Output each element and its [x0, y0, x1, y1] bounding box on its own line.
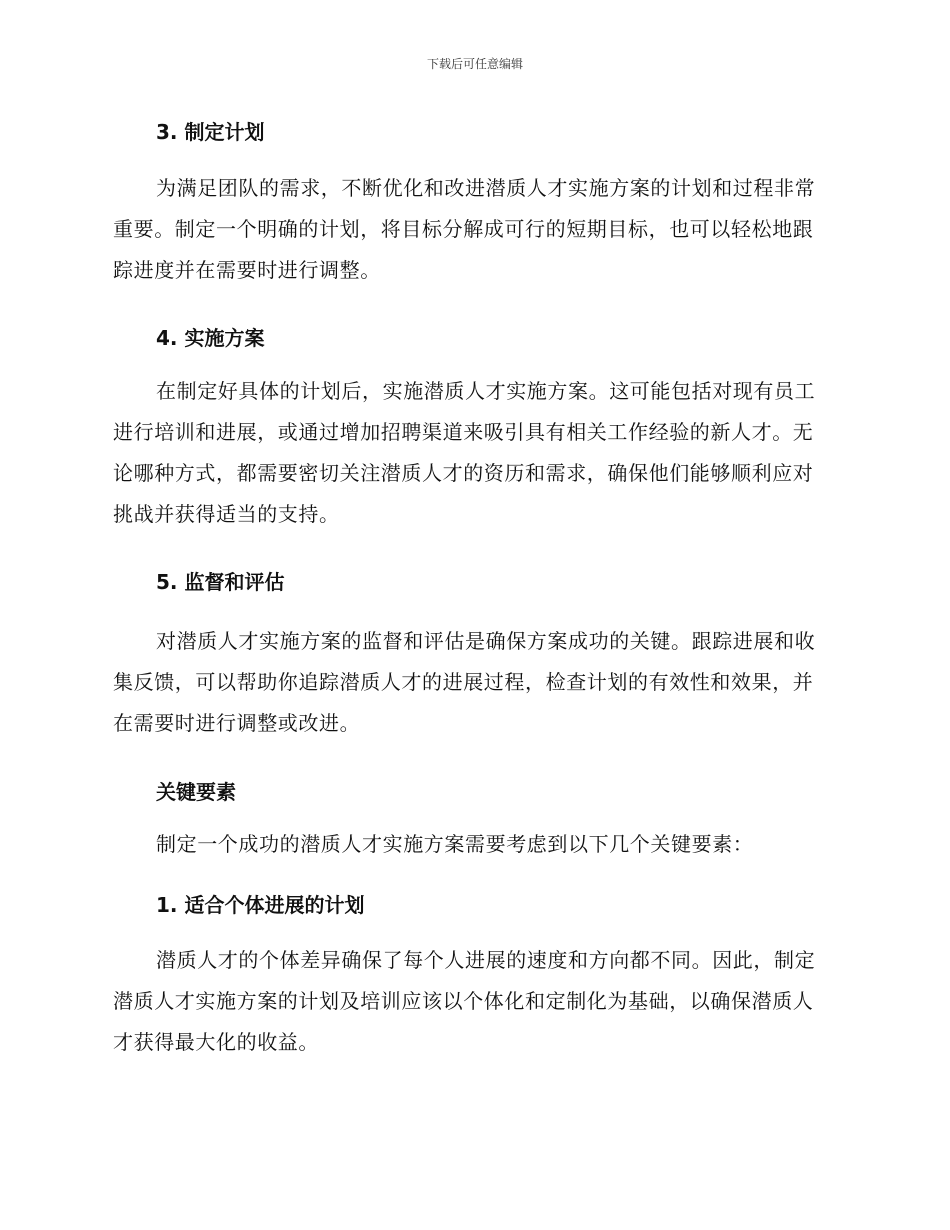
section-paragraph-make-plan: 为满足团队的需求，不断优化和改进潜质人才实施方案的计划和过程非常重要。制定一个明确的计划，将目标分解成可行的短期目标，也可以轻松地跟踪进度并在需要时进行调整。 [113, 176, 816, 282]
section-heading-monitor-evaluate: 5. 监督和评估 [156, 570, 285, 594]
section-paragraph-individual-plan: 潜质人才的个体差异确保了每个人进展的速度和方向都不同。因此，制定潜质人才实施方案的计划及培训应该以个体化和定制化为基础，以确保潜质人才获得最大化的收益。 [113, 948, 816, 1054]
section-heading-implement-plan: 4. 实施方案 [156, 326, 265, 350]
section-heading-key-elements: 关键要素 [156, 780, 236, 804]
section-paragraph-monitor-evaluate: 对潜质人才实施方案的监督和评估是确保方案成功的关键。跟踪进展和收集反馈，可以帮助你追踪潜质人才的进展过程，检查计划的有效性和效果，并在需要时进行调整或改进。 [113, 629, 816, 735]
section-paragraph-implement-plan: 在制定好具体的计划后，实施潜质人才实施方案。这可能包括对现有员工进行培训和进展，或通过增加招聘渠道来吸引具有相关工作经验的新人才。无论哪种方式，都需要密切关注潜质人才的资历和需求，确保他们能够顺利应对挑战并获得适当的支持。 [113, 379, 816, 526]
section-paragraph-key-elements: 制定一个成功的潜质人才实施方案需要考虑到以下几个关键要素： [156, 832, 754, 856]
header-note: 下载后可任意编辑 [426, 57, 523, 71]
section-heading-make-plan: 3. 制定计划 [156, 120, 265, 144]
section-heading-individual-plan: 1. 适合个体进展的计划 [156, 893, 365, 917]
